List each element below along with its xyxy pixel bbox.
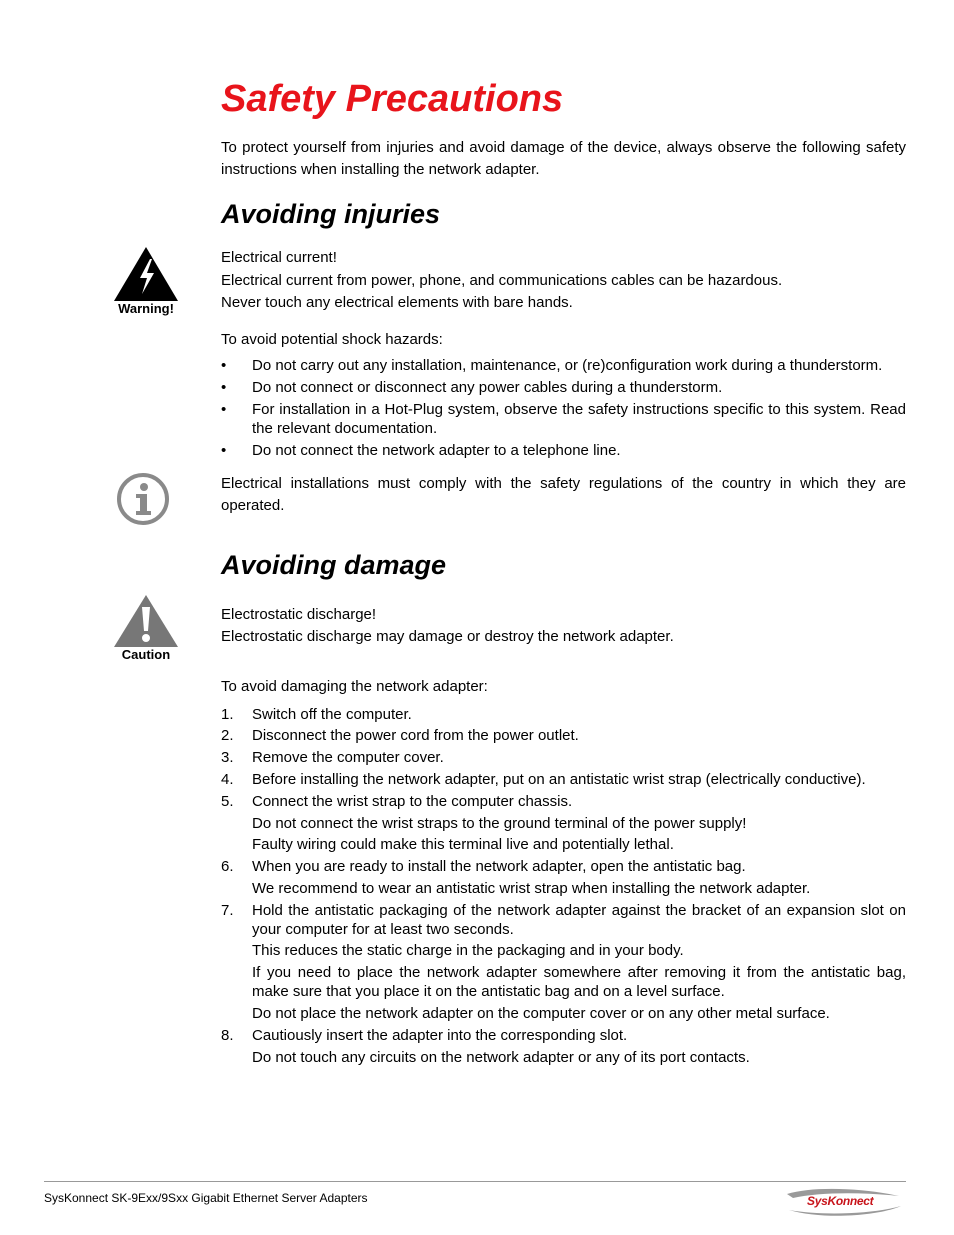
- footer-text: SysKonnect SK-9Exx/9Sxx Gigabit Ethernet Server Adapters: [44, 1191, 368, 1205]
- bullet-text: Do not connect the network adapter to a telephone line.: [252, 442, 621, 459]
- list-item: [221, 441, 906, 460]
- step-text: When you are ready to install the network adapter, open the antistatic bag.: [252, 858, 746, 875]
- step-text: Disconnect the power cord from the power outlet.: [252, 727, 579, 744]
- step-number: 1.: [221, 706, 234, 723]
- list-item: [221, 857, 906, 876]
- list-item: [221, 378, 906, 397]
- step-number: 3.: [221, 749, 234, 766]
- step-text: Switch off the computer.: [252, 706, 412, 723]
- warning-line: Never touch any electrical elements with bare hands.: [221, 294, 573, 311]
- bullet-mark: •: [221, 379, 227, 396]
- list-item: [221, 1026, 906, 1045]
- steps-intro: To avoid damaging the network adapter:: [221, 678, 488, 695]
- step-number: 8.: [221, 1027, 234, 1044]
- logo-text: SysKonnect: [807, 1194, 874, 1208]
- list-item: [221, 792, 906, 811]
- section-heading-damage: Avoiding damage: [221, 550, 447, 580]
- bullet-text: For installation in a Hot-Plug system, observe the safety instructions specific to this system. Read the relevant documentation.: [252, 401, 906, 437]
- step-number: 4.: [221, 771, 234, 788]
- list-item: [221, 705, 906, 724]
- shock-intro: To avoid potential shock hazards:: [221, 331, 443, 348]
- step-note: Do not connect the wrist straps to the ground terminal of the power supply!: [252, 815, 747, 832]
- step-note: If you need to place the network adapter somewhere after removing it from the antistatic bag, make sure that you place it on the antistatic bag and on a level surface.: [252, 964, 906, 1000]
- step-text: Cautiously insert the adapter into the corresponding slot.: [252, 1027, 628, 1044]
- list-item: [221, 748, 906, 767]
- step-number: 5.: [221, 793, 234, 810]
- list-item: [221, 400, 906, 438]
- step-note: Do not place the network adapter on the computer cover or on any other metal surface.: [252, 1005, 830, 1022]
- step-note: We recommend to wear an antistatic wrist strap when installing the network adapter.: [252, 880, 811, 897]
- step-number: 7.: [221, 902, 234, 919]
- warning-line: Electrical current from power, phone, and communications cables can be hazardous.: [221, 272, 783, 289]
- caution-icon: [112, 593, 180, 665]
- list-item: [221, 901, 906, 939]
- intro-paragraph: To protect yourself from injuries and avoid damage of the device, always observe the following safety instructions when installing the network adapter.: [221, 139, 906, 178]
- page-title: Safety Precautions: [221, 78, 564, 120]
- warning-line: Electrical current!: [221, 249, 337, 266]
- caution-label: Caution: [121, 647, 171, 662]
- warning-label: Warning!: [118, 301, 174, 316]
- section-heading-injuries: Avoiding injuries: [221, 199, 441, 229]
- footer-divider: [44, 1181, 906, 1182]
- step-text: Remove the computer cover.: [252, 749, 444, 766]
- bullet-mark: •: [221, 442, 227, 459]
- info-paragraph: Electrical installations must comply with the safety regulations of the country in which they are operated.: [221, 475, 906, 514]
- step-note: Do not touch any circuits on the network adapter or any of its port contacts.: [252, 1049, 750, 1066]
- bullet-mark: •: [221, 401, 227, 418]
- info-icon: [116, 472, 170, 526]
- list-item: [221, 726, 906, 745]
- step-text: Connect the wrist strap to the computer chassis.: [252, 793, 573, 810]
- bullet-text: Do not carry out any installation, maintenance, or (re)configuration work during a thunderstorm.: [252, 357, 883, 374]
- step-text: Before installing the network adapter, put on an antistatic wrist strap (electrically conductive).: [252, 771, 866, 788]
- syskonnect-logo: [783, 1186, 905, 1218]
- step-text: Hold the antistatic packaging of the network adapter against the bracket of an expansion slot on your computer for at least two seconds.: [252, 902, 906, 938]
- list-item: [221, 770, 906, 789]
- step-number: 6.: [221, 858, 234, 875]
- step-note: Faulty wiring could make this terminal live and potentially lethal.: [252, 836, 674, 853]
- caution-line: Electrostatic discharge may damage or destroy the network adapter.: [221, 628, 674, 645]
- bullet-text: Do not connect or disconnect any power cables during a thunderstorm.: [252, 379, 723, 396]
- step-note: This reduces the static charge in the packaging and in your body.: [252, 942, 684, 959]
- step-number: 2.: [221, 727, 234, 744]
- list-item: [221, 356, 906, 375]
- caution-line: Electrostatic discharge!: [221, 606, 377, 623]
- warning-icon: [112, 245, 180, 317]
- bullet-mark: •: [221, 357, 227, 374]
